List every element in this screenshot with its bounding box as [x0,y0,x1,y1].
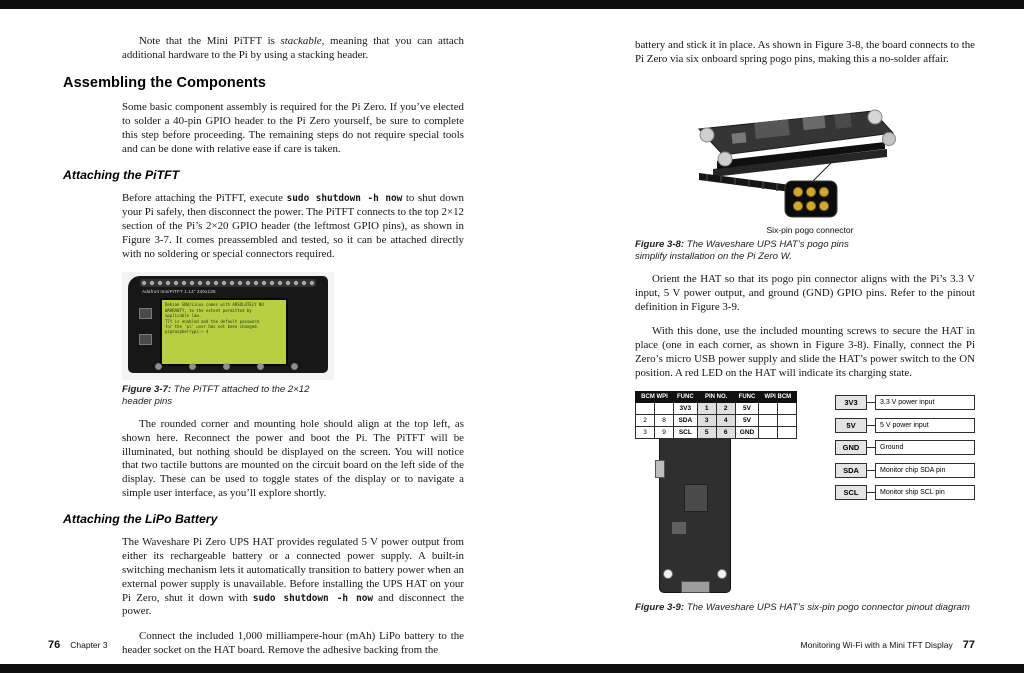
column-header: PIN NO. [697,392,735,403]
cell-wpi [655,403,674,415]
left-page-content [63,9,464,669]
cell-pin: 1 [697,403,716,415]
caption-label: Figure 3-9: [635,602,685,614]
right-page [512,9,1024,664]
figure-3-9-diagram [635,391,975,596]
page-number: 76 [48,639,61,651]
cell-bcm [636,403,655,415]
legend-row [835,485,975,500]
caption-label: Figure 3-8: [635,239,685,251]
text-run: , meaning that you can attach additional hardware to the Pi by using a stacking header. [122,35,464,61]
screenshot-top-bar [0,0,1024,9]
cell-pin: 3 [697,415,716,427]
paragraph-assembly: Some basic component assembly is required for the Pi Zero. If you’ve elected to solder a 40-pin GPIO header to the Pi Zero yourself, be sure to complete this step before proceeding. The remaining steps do not require special tools and can be done with relative ease if care is taken. [122,101,464,155]
text-run: Note that the Mini PiTFT is [139,35,281,47]
subheading-attaching-pitft: Attaching the PiTFT [63,167,180,182]
component [672,522,686,534]
connector-line [867,447,875,448]
micro-usb-port [681,581,710,593]
figure-3-8-photo [635,77,975,235]
text-run: The Waveshare Pi Zero UPS HAT provides regulated 5 V power output from either its rechargeable battery or a connected power supply. A built-in switching mechanism lets it automatically transition to battery power when an external power supply is unavailable. Before installing the UPS HAT on your Pi Zero, shut it down with [122,536,464,604]
tactile-button [139,334,152,345]
cell-bcm [778,403,797,415]
console-line: pi@raspberrypi:~ $ [165,329,209,335]
text-run: to shut down your Pi safely, then disconnect the power. The PiTFT connects to the top 2×12 section of the Pi’s 2×20 GPIO header (the leftmost GPIO pins), as shown in Figure 3-7. It comes preassembled and tested, so it can be attached directly with no soldering or special connectors required. [122,192,464,260]
cell-bcm: 2 [636,415,655,427]
console-line: Debian GNU/Linux comes with ABSOLUTELY NO [165,302,264,308]
pin-description-box: 5 V power input [875,418,975,433]
cell-wpi [759,427,778,439]
cell-func: SDA [674,415,698,427]
legend-row [835,440,975,455]
cell-wpi [759,403,778,415]
paragraph-battery: battery and stick it in place. As shown in Figure 3-8, the board connects to the Pi Zero via six onboard spring pogo pins, making this a no-solder affair. [635,39,975,65]
cell-wpi: 9 [655,427,674,439]
console-line: applicable law. [165,313,202,319]
pogo-connector-callout-label: Six-pin pogo connector [766,225,854,236]
connector-line [867,425,875,426]
figure-3-7-photo [122,272,334,380]
mounting-hole [663,569,673,579]
console-line: for the 'pi' user has not been changed. [165,323,259,329]
pinout-row [636,415,797,427]
legend-row [835,463,975,478]
gpio-header-pins [140,279,316,287]
pin-description-box: Monitor chip SDA pin [875,463,975,478]
cell-pin: 6 [716,427,735,439]
pitft-board [128,276,328,373]
power-switch [655,460,665,478]
tactile-button [139,308,152,319]
inline-code-shutdown: sudo shutdown -h now [286,193,403,205]
caption-text: The Waveshare UPS HAT’s six-pin pogo connector pinout diagram [684,602,970,614]
section-heading-assembling: Assembling the Components [63,74,267,91]
caption-label: Figure 3-7: [122,384,172,396]
connector-line [867,492,875,493]
console-line: TTY is enabled and the default password [165,318,259,324]
column-header: BCM WPI [636,392,674,403]
cell-pin: 4 [716,415,735,427]
right-footer [801,639,976,651]
left-footer [48,639,108,651]
right-page-content [635,9,975,624]
text-run: and disconnect the power. [122,591,465,618]
pinout-table [635,391,797,439]
running-head: Monitoring Wi-Fi with a Mini TFT Display [800,640,953,650]
pin-description-box: 3.3 V power input [875,395,975,410]
pin-label-box: SCL [835,485,867,500]
column-header: WPI BCM [759,392,797,403]
legend-row [835,395,975,410]
board-silkscreen-label: Adafruit miniPiTFT 1.14" 240x135 [142,289,216,295]
pin-description-box: Ground [875,440,975,455]
pin-label-box: SDA [835,463,867,478]
left-page [0,9,512,664]
paragraph-orient-hat: Orient the HAT so that its pogo pin connector aligns with the Pi’s 3.3 V input, 5 V power output, and ground (GND) GPIO pins. Refer to the pinout definition in Figure 3-9. [635,273,975,313]
paragraph-mounting-screws: With this done, use the included mounting screws to secure the HAT in place (one in each corner, as shown in Figure 3-8). Finally, connect the Pi Zero’s micro USB power supply and slide the HAT’s power switch to the ON position. A red LED on the HAT will indicate its charging state. [635,325,975,379]
caption-text: The PiTFT attached to the 2×12 header pins [122,384,310,408]
cell-func: 5V [735,403,759,415]
italic-term: stackable [280,35,322,47]
cell-wpi: 8 [655,415,674,427]
paragraph-lipo [122,536,464,619]
pin-label-box: 3V3 [835,395,867,410]
cell-func: 5V [735,415,759,427]
chapter-label: Chapter 3 [70,640,108,650]
cell-func: 3V3 [674,403,698,415]
cell-pin: 2 [716,403,735,415]
figure-3-9-caption [635,602,975,614]
paragraph-connect-battery: Connect the included 1,000 milliampere-hour (mAh) LiPo battery to the header socket on the HAT board. Remove the adhesive backing from the [122,630,464,656]
subheading-attaching-lipo: Attaching the LiPo Battery [63,511,218,526]
console-line: WARRANTY, to the extent permitted by [165,307,252,313]
cell-func: GND [735,427,759,439]
cell-pin: 5 [697,427,716,439]
cell-bcm: 3 [636,427,655,439]
pinout-header-row [636,392,797,403]
mounting-hole [717,569,727,579]
pin-description-box: Monitor ship SCL pin [875,485,975,500]
connector-line [867,402,875,403]
pinout-row [636,427,797,439]
pin-label-box: 5V [835,418,867,433]
figure-3-8-caption [635,239,880,263]
monitor-chip [684,484,708,512]
cell-bcm [778,415,797,427]
cell-wpi [759,415,778,427]
pinout-row [636,403,797,415]
cell-func: SCL [674,427,698,439]
connector-line [867,470,875,471]
figure-3-7-caption [122,384,334,408]
caption-text: The Waveshare UPS HAT’s pogo pins simplify installation on the Pi Zero W. [635,239,849,263]
paragraph-rounded-corner: The rounded corner and mounting hole should align at the top left, as shown here. Reconnect the power and boot the Pi. The PiTFT will be illuminated, but nothing should be displayed on the screen. You will notice that two tactile buttons are mounted on the circuit board on the left side of the display. These can be used to toggle states of the display or to navigate a simple user interface, as you’ll explore shortly. [122,417,464,499]
inline-code-shutdown: sudo shutdown -h now [252,592,374,604]
page-number: 77 [962,639,975,651]
paragraph-attach-pitft [122,192,464,261]
ups-hat-stack-photo [635,77,975,221]
screenshot-bottom-bar [0,664,1024,673]
pin-label-box: GND [835,440,867,455]
column-header: FUNC [735,392,759,403]
tft-screen [160,298,288,366]
pinout-legend [835,395,975,508]
solder-pads [154,362,302,371]
column-header: FUNC [674,392,698,403]
text-run: Before attaching the PiTFT, execute [122,192,287,205]
cell-bcm [778,427,797,439]
paragraph-stackable-note [122,35,464,63]
legend-row [835,418,975,433]
